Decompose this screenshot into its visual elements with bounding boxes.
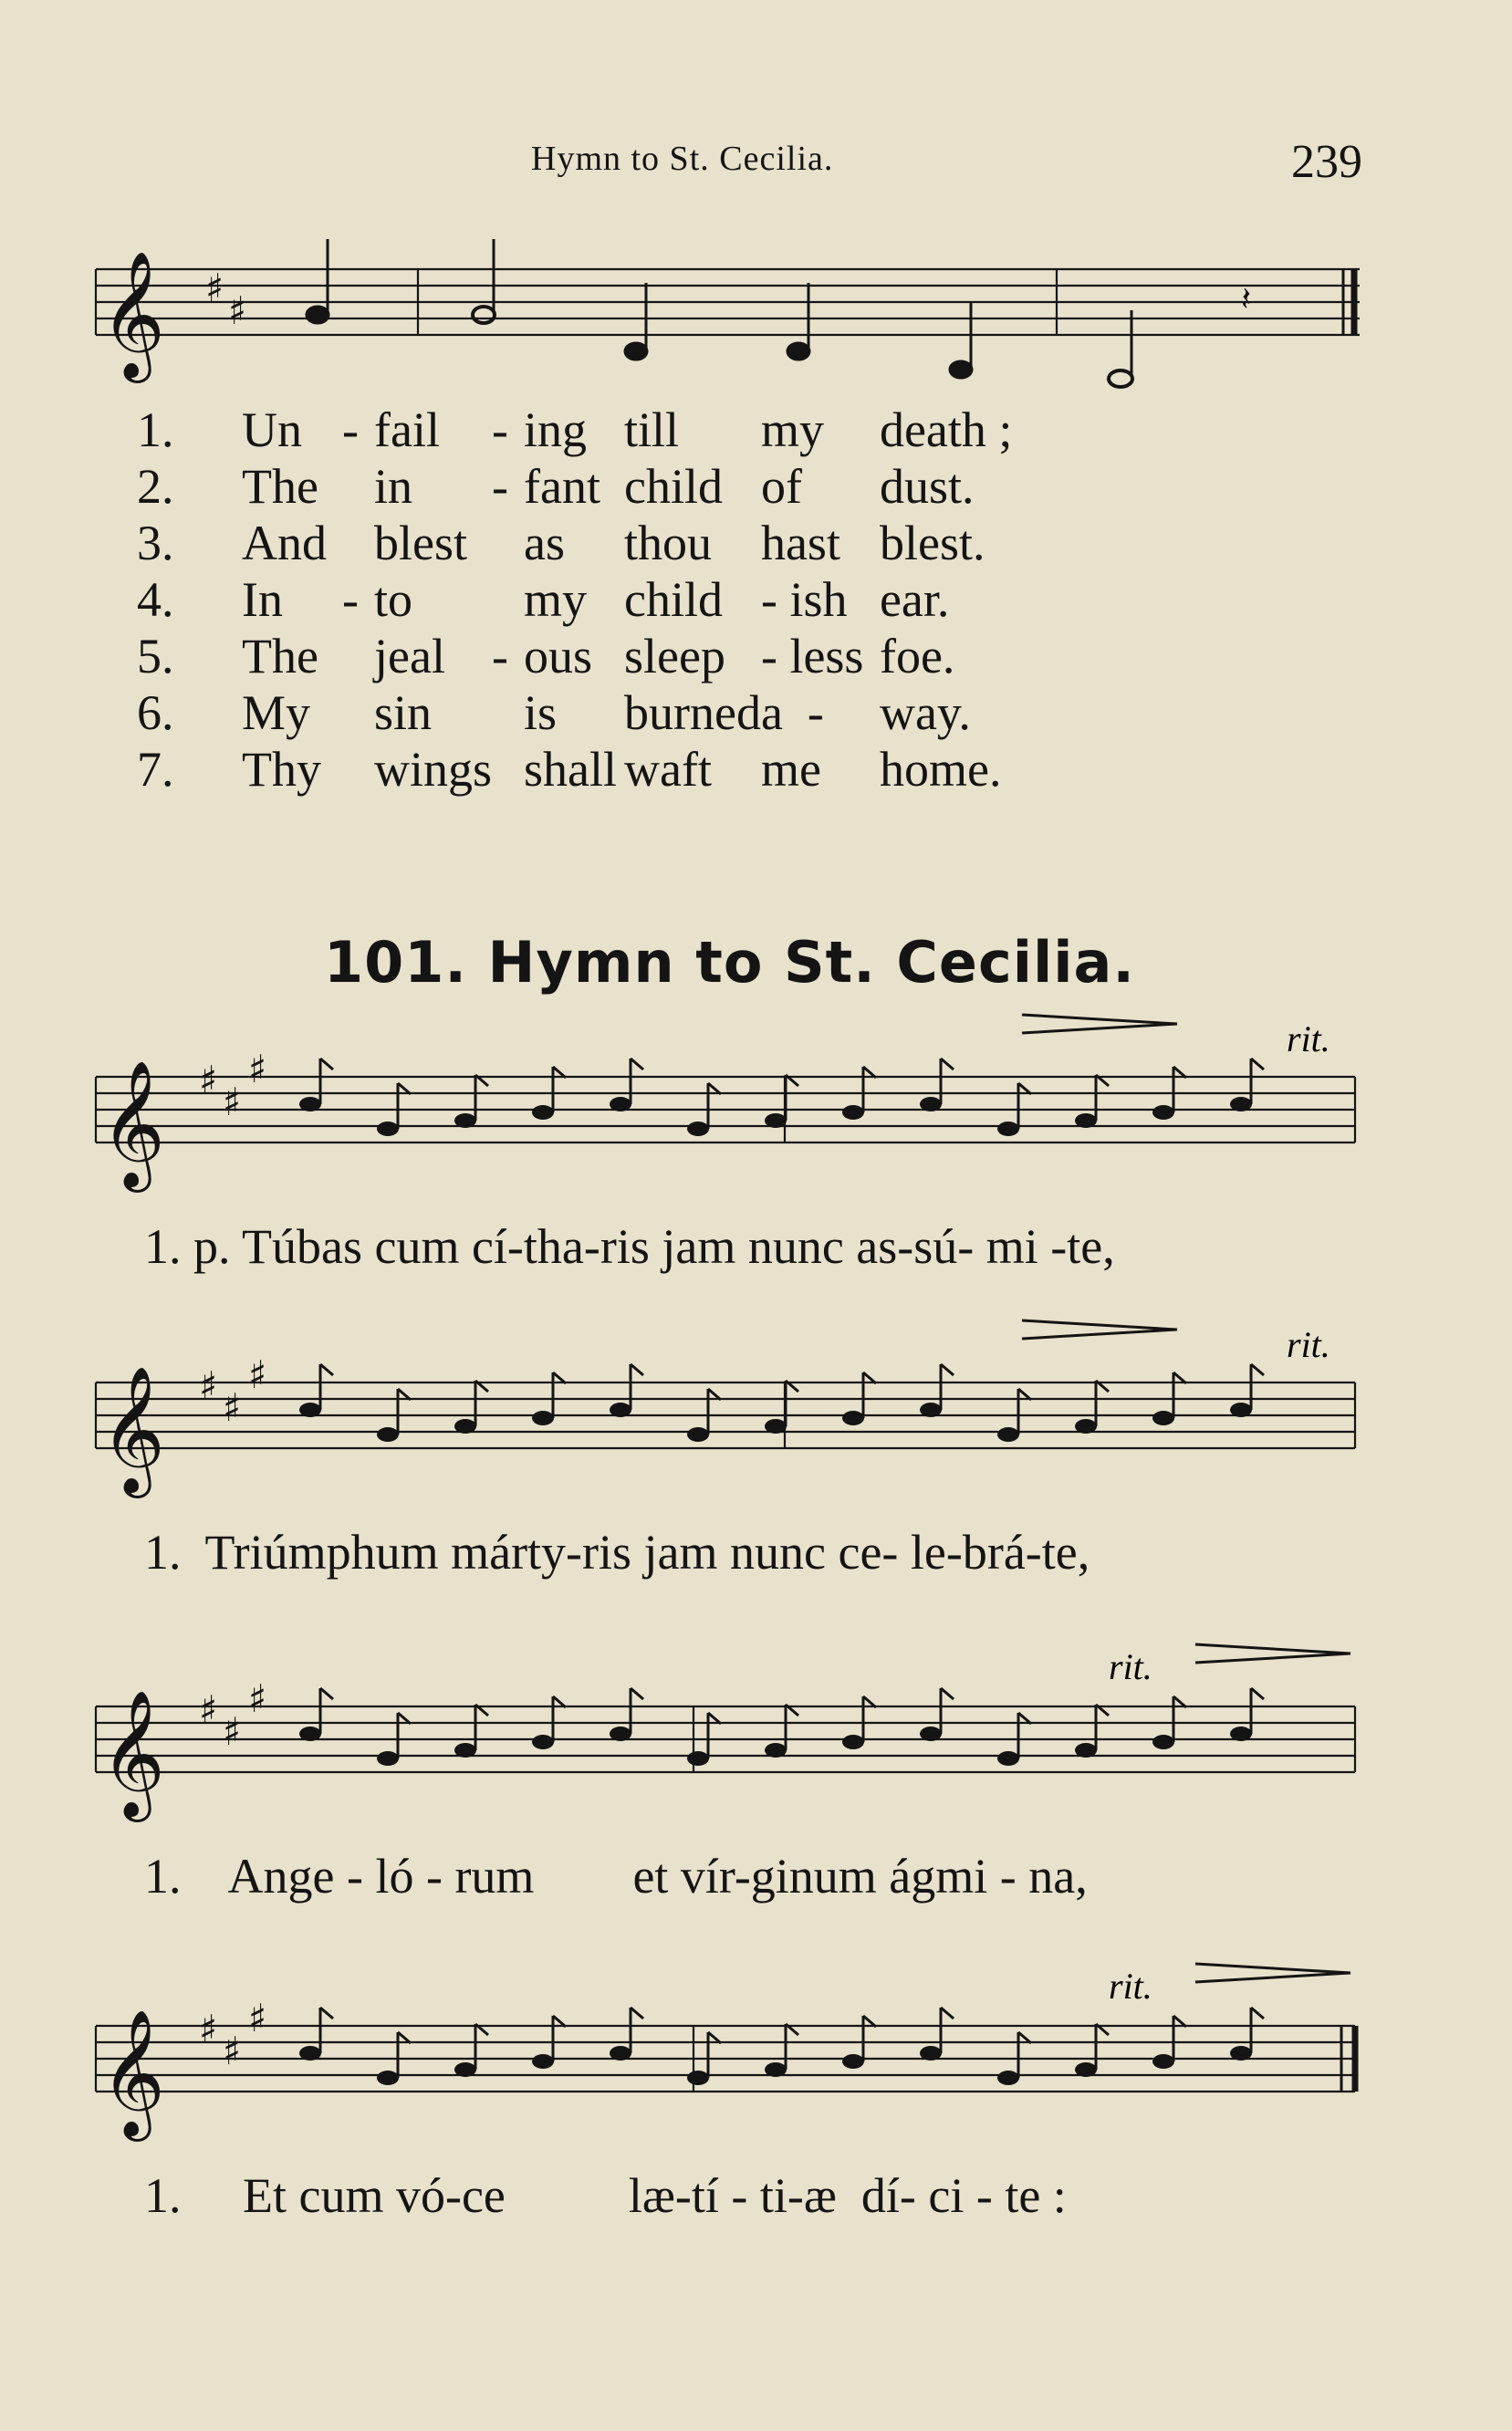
verse-word bbox=[342, 741, 374, 798]
ritardando-mark: rit. bbox=[1287, 1018, 1330, 1059]
verse-word: waft bbox=[624, 742, 712, 797]
verse-word: thou bbox=[624, 516, 713, 570]
verse-word: burned bbox=[624, 685, 761, 740]
lyric-line: 1. Triúmphum márty-ris jam nunc ce- le-brá-te, bbox=[144, 1525, 1090, 1580]
treble-clef-icon: 𝄞 bbox=[100, 1060, 165, 1187]
sharp-icon: ♯ bbox=[199, 1058, 218, 1102]
verse-row bbox=[137, 684, 1035, 741]
verse-word: in bbox=[374, 459, 413, 514]
lyric-line: 1. p. Túbas cum cí-tha-ris jam nunc as-sú- mi -te, bbox=[144, 1219, 1115, 1274]
verse-word: - bbox=[492, 459, 508, 514]
verse-word: wings bbox=[374, 742, 493, 797]
music-staff-top bbox=[0, 210, 1512, 392]
verse-word: fail bbox=[374, 402, 440, 457]
verse-word: of bbox=[760, 459, 802, 514]
verse-word: - ish bbox=[760, 572, 848, 627]
verse-word: jeal bbox=[374, 629, 445, 683]
verse-word: shall bbox=[524, 742, 618, 797]
music-staff bbox=[0, 1953, 1512, 2154]
verse-row bbox=[137, 741, 1035, 798]
verse-word: Un bbox=[242, 402, 302, 457]
verse-word bbox=[492, 684, 524, 741]
running-head: Hymn to St. Cecilia. bbox=[531, 140, 834, 178]
verse-word: - bbox=[342, 402, 359, 457]
verse-row bbox=[137, 515, 1035, 571]
verse-word: blest. bbox=[879, 516, 985, 570]
verse-word bbox=[342, 458, 374, 515]
sharp-icon: ♯ bbox=[248, 1996, 267, 2040]
verse-word: hast bbox=[760, 516, 840, 570]
verse-word: is bbox=[524, 685, 558, 740]
verse-word: sin bbox=[374, 685, 433, 740]
verse-word: And bbox=[242, 516, 327, 570]
sharp-icon: ♯ bbox=[205, 266, 224, 310]
verse-number: 1. bbox=[137, 402, 174, 457]
verse-word: a - bbox=[760, 685, 824, 740]
sharp-icon: ♯ bbox=[223, 1080, 242, 1124]
treble-clef-icon: 𝄞 bbox=[100, 1366, 165, 1493]
verse-word: My bbox=[242, 685, 311, 740]
lyric-line: 1. Ange - ló - rum et vír-ginum ágmi - na, bbox=[144, 1849, 1088, 1904]
verse-word: death ; bbox=[879, 402, 1013, 457]
verse-word: ear. bbox=[879, 572, 950, 627]
verse-word: The bbox=[242, 459, 318, 514]
sharp-icon: ♯ bbox=[199, 1363, 218, 1408]
ritardando-mark: rit. bbox=[1109, 1646, 1152, 1687]
lyric-line: 1. Et cum vó-ce læ-tí - ti-æ dí- ci - te : bbox=[144, 2168, 1067, 2223]
sharp-icon: ♯ bbox=[223, 1385, 242, 1430]
ritardando-mark: rit. bbox=[1287, 1324, 1330, 1365]
verse-word: ous bbox=[524, 629, 593, 683]
verse-word bbox=[492, 741, 524, 798]
verse-table bbox=[137, 402, 1035, 798]
verse-word: dust. bbox=[879, 459, 975, 514]
verse-word: child bbox=[624, 459, 723, 514]
verse-word: foe. bbox=[879, 629, 955, 683]
sharp-icon: ♯ bbox=[223, 1709, 242, 1754]
sharp-icon: ♯ bbox=[228, 288, 247, 333]
verse-word: ing bbox=[524, 402, 588, 457]
verse-word: child bbox=[624, 572, 723, 627]
verse-word: home. bbox=[879, 742, 1002, 797]
page-number: 239 bbox=[1291, 136, 1362, 188]
verse-number: 3. bbox=[137, 516, 174, 570]
verse-word: way. bbox=[879, 685, 971, 740]
verse-word bbox=[342, 684, 374, 741]
hymn-title: 101. Hymn to St. Cecilia. bbox=[324, 929, 1135, 996]
verse-word: me bbox=[760, 742, 821, 797]
verse-word: blest bbox=[374, 516, 467, 570]
verse-number: 2. bbox=[137, 459, 174, 514]
music-staff bbox=[0, 1004, 1512, 1205]
verse-word: my bbox=[760, 402, 824, 457]
music-staff bbox=[0, 1633, 1512, 1834]
sharp-icon: ♯ bbox=[199, 1687, 218, 1732]
treble-clef-icon: 𝄞 bbox=[100, 1690, 165, 1817]
verse-word: fant bbox=[524, 459, 600, 514]
verse-word: till bbox=[624, 402, 680, 457]
verse-word: - bbox=[492, 402, 508, 457]
verse-word: to bbox=[374, 572, 413, 627]
sharp-icon: ♯ bbox=[248, 1047, 267, 1091]
verse-number: 4. bbox=[137, 572, 174, 627]
verse-number: 5. bbox=[137, 629, 174, 683]
verse-word: my bbox=[524, 572, 588, 627]
verse-word: - bbox=[492, 629, 508, 683]
music-staff bbox=[0, 1309, 1512, 1510]
verse-row bbox=[137, 458, 1035, 515]
verse-word: as bbox=[524, 516, 565, 570]
verse-word: In bbox=[242, 572, 283, 627]
verse-row bbox=[137, 571, 1035, 628]
treble-clef-icon: 𝄞 bbox=[100, 251, 165, 378]
verse-word: Thy bbox=[242, 742, 321, 797]
verse-word bbox=[492, 515, 524, 571]
verse-word: - bbox=[342, 572, 359, 627]
verse-word: - less bbox=[760, 629, 864, 683]
treble-clef-icon: 𝄞 bbox=[100, 2009, 165, 2136]
verse-word: The bbox=[242, 629, 318, 683]
verse-word bbox=[342, 515, 374, 571]
rest-icon: 𝄽 bbox=[1241, 281, 1252, 318]
sharp-icon: ♯ bbox=[223, 2029, 242, 2073]
sharp-icon: ♯ bbox=[248, 1352, 267, 1397]
verse-number: 7. bbox=[137, 742, 174, 797]
verse-row bbox=[137, 402, 1035, 458]
sharp-icon: ♯ bbox=[199, 2007, 218, 2051]
ritardando-mark: rit. bbox=[1109, 1966, 1152, 2007]
verse-word bbox=[342, 628, 374, 684]
verse-word: sleep bbox=[624, 629, 725, 683]
verse-number: 6. bbox=[137, 685, 174, 740]
verse-word bbox=[492, 571, 524, 628]
verse-row bbox=[137, 628, 1035, 684]
sharp-icon: ♯ bbox=[248, 1676, 267, 1721]
